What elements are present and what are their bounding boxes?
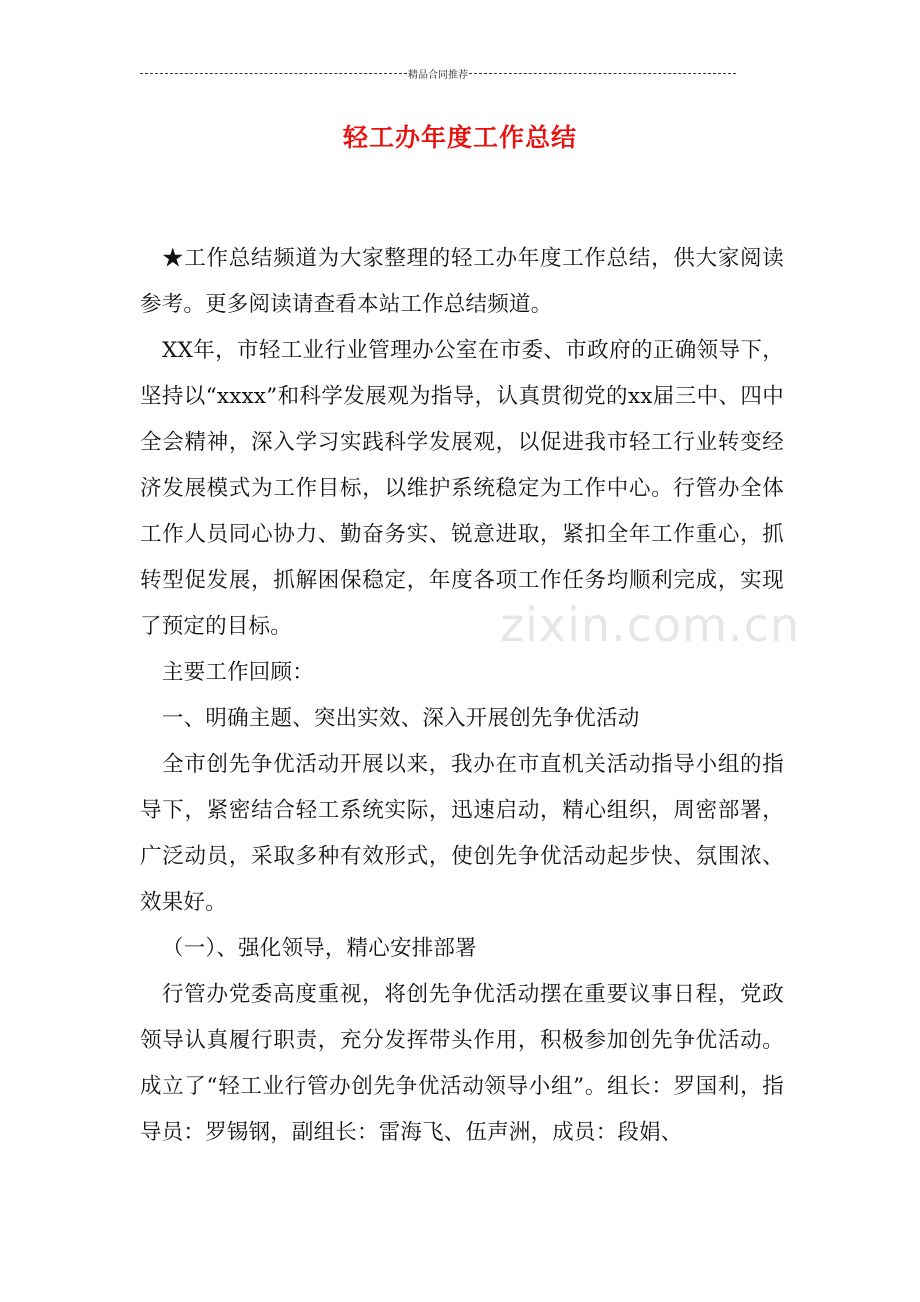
paragraph-intro: ★工作总结频道为大家整理的轻工办年度工作总结，供大家阅读参考。更多阅读请查看本站工作总结频道。 (140, 246, 784, 317)
document-body (140, 236, 784, 1156)
document-title: 轻工办年度工作总结 (342, 123, 577, 152)
header-label: 精品合同推荐 (408, 69, 468, 81)
paragraph-review-heading: 主要工作回顾： (162, 660, 314, 685)
paragraph-overview: XX年，市轻工业行业管理办公室在市委、市政府的正确领导下，坚持以“xxxx”和科学发展观为指导，认真贯彻党的xx届三中、四中全会精神，深入学习实践科学发展观，以促进我市轻工行业转变经济发展模式为工作目标，以维护系统稳定为工作中心。行管办全体工作人员同心协力、勤奋务实、锐意进取，紧扣全年工作重心，抓转型促发展，抓解困保稳定，年度各项工作任务均顺利完成，实现了预定的目标。 (140, 338, 784, 639)
header-dash-right (469, 73, 736, 74)
paragraph-section-one-body: 全市创先争优活动开展以来，我办在市直机关活动指导小组的指导下，紧密结合轻工系统实际，迅速启动，精心组织，周密部署，广泛动员，采取多种有效形式，使创先争优活动起步快、氛围浓、效果好。 (140, 752, 784, 915)
watermark: zixin.com.cn (500, 598, 801, 652)
header-dash-left (140, 73, 407, 74)
paragraph-subsection-heading: （一）、强化领导，精心安排部署 (162, 936, 477, 961)
header-rule (140, 66, 736, 80)
paragraph-subsection-body: 行管办党委高度重视，将创先争优活动摆在重要议事日程，党政领导认真履行职责，充分发挥带头作用，积极参加创先争优活动。成立了“轻工业行管办创先争优活动领导小组”。组长：罗国利，指导员：罗锡钢，副组长：雷海飞、伍声洲，成员：段娟、 (140, 982, 784, 1145)
paragraph-section-one-heading: 一、明确主题、突出实效、深入开展创先争优活动 (162, 706, 640, 731)
